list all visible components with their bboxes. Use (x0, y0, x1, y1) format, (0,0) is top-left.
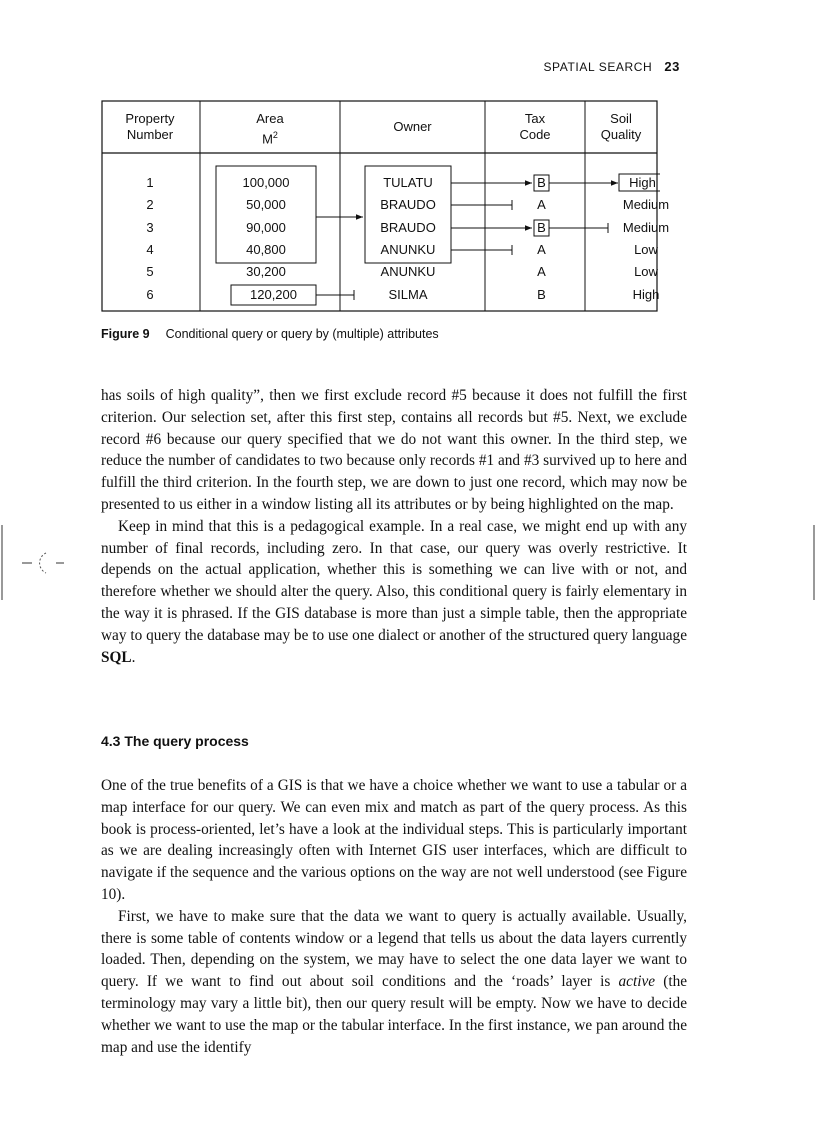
figure-caption (101, 327, 439, 341)
header-property-number: Property Number (125, 111, 175, 142)
table-cell-owner: ANUNKU (380, 264, 436, 279)
table-cell-tax: A (537, 264, 546, 279)
paragraph: has soils of high quality”, then we first exclude record #5 because it does not fulfill the first criterion. Our selection set, after this first step, contains all records but #5. Next, we exclude record #6 because our query specified that we do not want this owner. In the third step, we reduce the number of candidates to two because only records #1 and #3 survived up to here and fulfill the third criterion. In the fourth step, we are down to just one record, which may now be presented to us either in a window listing all its attributes or by being highlighted on the map. (101, 387, 687, 513)
table-cell-tax: B (537, 287, 546, 302)
registration-mark-right (806, 520, 816, 610)
table-cell-number: 5 (146, 264, 154, 279)
header-owner: Owner (393, 119, 432, 134)
paragraph: Keep in mind that this is a pedagogical example. In a real case, we might end up with any number of final records, including zero. In that case, our query was overly restrictive. It depends on the actual application, whether this is something we can live with or not, and therefore whether we should alter the query. Also, this conditional query is fairly elementary in the way it is phrased. If the GIS database is more than just a simple table, then the appropriate way to query the database may be to use one dialect or another of the structured query language SQL. (101, 517, 687, 666)
table-cell-number: 4 (146, 242, 154, 257)
body-text-bottom (101, 775, 687, 1058)
table-cell-soil: Medium (622, 197, 670, 212)
running-head-title: SPATIAL SEARCH (543, 60, 653, 74)
paragraph: One of the true benefits of a GIS is that we have a choice whether we want to use a tabular or a map interface for our query. We can even mix and match as part of the query process. As this book is process-oriented, let’s have a look at the individual steps. This is particularly important as we are dealing increasingly often with Internet GIS user interfaces, which are difficult to navigate if the sequence and the various options on the way are not well understood (see Figure 10). (101, 777, 687, 903)
table-cell-number: 3 (146, 220, 154, 235)
table-cell-soil: High (629, 175, 656, 190)
table-cell-tax: B (537, 220, 546, 235)
table-cell-owner: ANUNKU (380, 242, 436, 257)
table-cell-area: 40,800 (246, 242, 286, 257)
table-cell-area: 120,200 (250, 287, 297, 302)
registration-mark-left (0, 520, 70, 610)
table-cell-owner: SILMA (388, 287, 428, 302)
page-number: 23 (664, 59, 680, 74)
table-cell-soil: Low (634, 264, 658, 279)
table-cell-area: 30,200 (246, 264, 286, 279)
header-area: Area $M^2$ (256, 111, 284, 147)
emphasis-active: active (618, 973, 656, 991)
header-soil-quality: Soil Quality (600, 111, 642, 142)
running-head (543, 59, 680, 74)
figure-9 (100, 100, 670, 312)
table-cell-tax: B (537, 175, 546, 190)
section-heading: 4.3 The query process (101, 733, 249, 749)
table-cell-owner: BRAUDO (380, 220, 436, 235)
body-text-top (101, 385, 687, 668)
table-cell-owner: BRAUDO (380, 197, 436, 212)
table-cell-number: 6 (146, 287, 154, 302)
sql-term: SQL (101, 648, 132, 666)
table-cell-soil: High (632, 287, 660, 302)
table-cell-soil: Medium (622, 220, 670, 235)
figure-caption-text: Conditional query or query by (multiple) attributes (165, 327, 439, 341)
figure-label: Figure 9 (101, 327, 150, 341)
paragraph: First, we have to make sure that the data we want to query is actually available. Usually, there is some table of contents window or a legend that tells us about the data layers currently loaded. Then, depending on the system, we may have to select the one data layer we want to query. If we want to find out about soil conditions and the ‘roads’ layer is active (the terminology may vary a little bit), then our query result will be empty. Now we have to decide whether we want to use the map or the tabular interface. In the first instance, we pan around the map and use the identify (101, 907, 688, 1056)
table-cell-owner: TULATU (383, 175, 433, 190)
table-cell-tax: A (537, 242, 546, 257)
table-cell-tax: A (537, 197, 546, 212)
table-cell-number: 1 (146, 175, 154, 190)
table-cell-area: 90,000 (246, 220, 286, 235)
table-cell-area: 100,000 (242, 175, 290, 190)
table-cell-area: 50,000 (246, 197, 286, 212)
header-tax-code: Tax Code (519, 111, 551, 142)
table-cell-number: 2 (146, 197, 154, 212)
table-cell-soil: Low (634, 242, 658, 257)
